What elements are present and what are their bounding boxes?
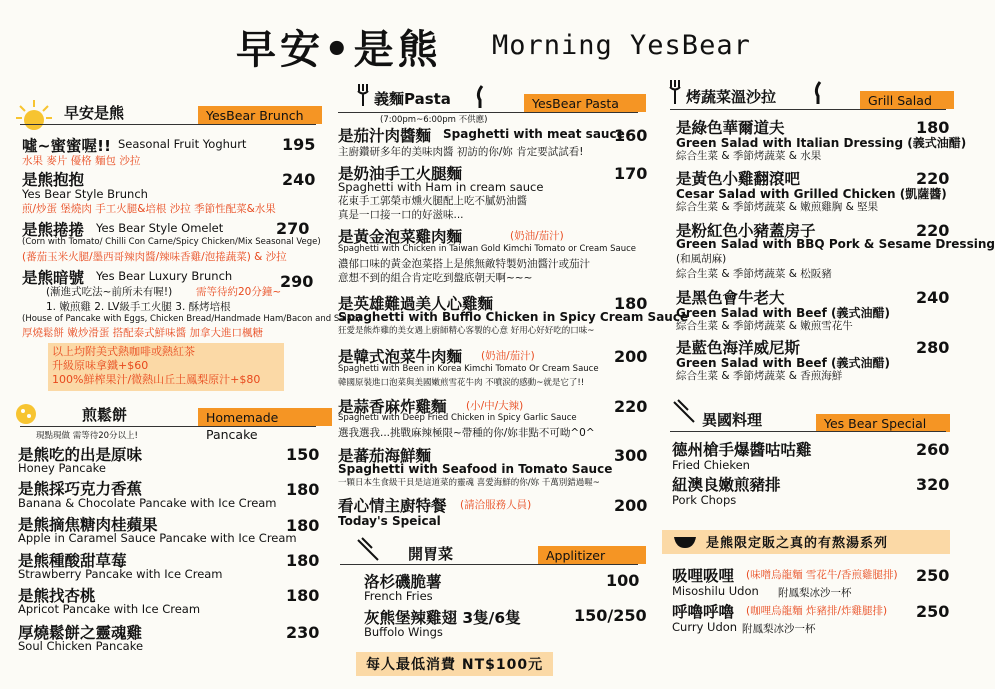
menu-title-en: Morning YesBear [492,30,751,61]
sun-icon [16,98,52,122]
pasta-item-name: 是蒜香麻炸雞麵 [338,398,447,416]
special-item-en: Pork Chops [672,493,737,507]
pasta-item-price: 170 [614,164,648,183]
brunch-item-en: Yes Bear Style Omelet [96,221,224,235]
special-item-en: Fried Chieken [672,458,750,472]
salad-item-en-extra: (和風胡麻) [676,253,727,265]
pancake-item-price: 230 [286,623,320,642]
pasta-item-name: 看心情主廚特餐 [338,497,447,515]
brunch-item-desc: 水果 麥片 優格 麵包 沙拉 [22,155,141,167]
brunch-item-price: 270 [276,219,310,238]
salad-item-en: Green Salad with Beef (義式油醋) [676,356,890,370]
pancake-item-name: 厚燒鬆餅之靈魂雞 [18,624,143,642]
pasta-item-price: 200 [614,347,648,366]
pasta-item-price: 180 [614,294,648,313]
udon-item-name: 呼嚕呼嚕 [672,603,735,621]
salad-item-en: Green Salad with Italian Dressing (義式油醋) [676,136,967,150]
pancake-item-name: 是熊找杏桃 [18,587,96,605]
pasta-item-option: (小/中/大辣) [466,400,524,412]
brunch-item-desc: 厚燒鬆餅 嫩炒滑蛋 搭配泰式鮮味醬 加拿大進口楓糖 [22,327,264,339]
brunch-item-name: 是熊抱抱 [22,171,85,189]
fork-icon [356,84,370,106]
brunch-item-wait: 需等待約20分鐘~ [196,286,282,298]
brunch-divider [20,124,316,125]
udon-item-price: 250 [916,602,950,621]
brunch-heading: 早安是熊 [64,104,125,122]
pasta-item-en: Spaghetti with Chicken in Taiwan Gold Kimchi Tomato or Cream Sauce [338,244,637,254]
brunch-item-price: 240 [282,170,316,189]
menu-title: 早安•是熊 [236,26,442,73]
appetizer-item-name: 洛杉磯脆薯 [364,573,442,591]
pasta-item-option: (請洽服務人員) [460,499,532,511]
pancake-item-price: 180 [286,586,320,605]
pasta-item-desc: 選我選我...挑戰麻辣極限~帶種的你/妳非點不可呦^0^ [338,427,595,439]
udon-item-name: 吸哩吸哩 [672,567,735,585]
brunch-item-en: Yes Bear Luxury Brunch [96,269,233,283]
salad-item-price: 220 [916,221,950,240]
fork-icon [672,400,696,422]
salad-item-en: Green Salad with Beef (義式油醋) [676,306,890,320]
pasta-item-en: Spaghetti with Been in Korea Kimchi Tomato Or Cream Sauce [338,364,599,374]
pasta-item-name: 是蕃茄海鮮麵 [338,447,432,465]
pasta-item-name: 是黃金泡菜雞肉麵 [338,228,463,246]
appetizer-item-name: 灰熊堡辣雞翅 3隻/6隻 [364,609,521,627]
salad-item-price: 240 [916,288,950,307]
pancake-item-en: Apricot Pancake with Ice Cream [18,602,201,616]
brunch-item-options-en: (House of Pancake with Eggs, Chicken Bread/Handmade Ham/Bacon and Salad) [22,314,361,324]
pancake-icon [14,402,38,426]
pasta-item-desc: 狂愛是熊炸雞的美女遇上廚師精心客製的心意 好用心好好吃的口味~ [338,326,595,336]
udon-item-option: (咖哩烏龍麵 炸豬排/炸雞腿排) [746,605,888,617]
pancake-item-en: Honey Pancake [18,461,106,475]
pasta-item-desc: 意想不到的組合肯定吃到盤底朝天啊~~~ [338,272,533,284]
appetizer-tag: Applitizer [538,546,646,564]
pasta-item-option: (奶油/茄汁) [481,350,535,362]
pancake-item-name: 是熊種酸甜草莓 [18,552,127,570]
pancake-item-name: 是熊採巧克力香蕉 [18,480,143,498]
pasta-item-en: Spaghetti with Seafood in Tomato Sauce [338,462,613,476]
pancake-item-name: 是熊摘焦糖肉桂蘋果 [18,516,158,534]
pasta-item-name: 是茄汁肉醬麵 [338,127,432,145]
brunch-item-price: 195 [282,135,316,154]
pasta-item-name: 是韓式泡菜牛肉麵 [338,348,463,366]
pancake-item-price: 150 [286,445,320,464]
salad-item-name: 是粉紅色小豬蓋房子 [676,222,816,240]
pancake-item-en: Strawberry Pancake with Ice Cream [18,567,223,581]
special-item-price: 260 [916,440,950,459]
minimum-charge-note: 每人最低消費 NT$100元 [356,652,553,676]
bowl-icon [672,531,698,549]
udon-item-price: 250 [916,566,950,585]
brunch-item-price: 290 [280,272,314,291]
brunch-item-name: 是熊暗號 [22,269,85,287]
udon-item-option: (味噌烏龍麵 雪花牛/香煎雞腿排) [746,569,898,581]
udon-item-en: Curry Udon [672,620,738,634]
pasta-heading: 義麵Pasta [374,90,451,108]
pasta-item-en: Spaghetti with meat sauce [443,127,625,141]
salad-item-name: 是藍色海洋威尼斯 [676,339,801,357]
pasta-item-en: Today's Speical [338,514,441,528]
pancake-item-price: 180 [286,551,320,570]
brunch-notes [48,343,284,391]
pasta-item-desc: 濃郁口味的黃金泡菜搭上是熊無敵特製奶油醬汁或茄汁 [338,258,590,270]
pasta-item-price: 220 [614,397,648,416]
special-divider [670,431,946,432]
salad-heading: 烤蔬菜溫沙拉 [686,88,777,106]
special-tag: Yes Bear Special [816,414,950,432]
pasta-item-price: 300 [614,446,648,465]
fork-icon [356,538,380,560]
pancake-item-name: 是熊吃的出是原味 [18,446,143,464]
special-item-name: 紐澳良嫩煎豬排 [672,476,781,494]
brunch-item-note: (漸進式吃法~前所未有喔!) [46,286,173,298]
salad-divider [670,109,946,110]
udon-heading: 是熊限定販之真的有熬湯系列 [706,536,889,551]
pancake-item-en: Soul Chicken Pancake [18,639,144,653]
pasta-item-desc: 主廚鑽研多年的美味肉醬 初訪的你/妳 肯定要試試看! [338,146,584,158]
salad-item-en: Cesar Salad with Grilled Chicken (凱薩醬) [676,187,947,201]
brunch-note: 以上均附美式熱咖啡或熱紅茶 [52,345,195,358]
appetizer-divider [340,564,638,565]
pasta-item-option: (奶油/茄汁) [510,230,564,242]
pasta-item-desc: 真是一口接一口的好滋味... [338,209,464,221]
appetizer-item-price: 100 [606,571,640,590]
salad-tag: Grill Salad [860,91,954,109]
salad-item-price: 180 [916,118,950,137]
salad-item-desc: 綜合生菜 & 季節烤蔬菜 & 嫩煎雞胸 & 堅果 [676,201,879,213]
brunch-item-options: 1. 嫩煎雞 2. LV級手工火腿 3. 酥烤培根 [46,301,231,313]
knife-icon [814,82,824,104]
appetizer-item-price: 150/250 [574,606,647,625]
special-item-price: 320 [916,475,950,494]
pancake-heading: 煎鬆餅 [82,406,128,424]
salad-item-desc: 綜合生菜 & 季節烤蔬菜 & 嫩煎雪花牛 [676,320,853,332]
appetizer-heading: 開胃菜 [408,545,454,563]
brunch-tag: YesBear Brunch [198,106,322,124]
pancake-item-price: 180 [286,480,320,499]
pancake-divider [20,426,316,427]
pasta-tag: YesBear Pasta [524,94,646,112]
udon-item-en: Misoshilu Udon [672,584,759,598]
brunch-item-desc: (蕃茄玉米火腿/墨西哥辣肉醬/辣味香雞/泡捲蔬菜) & 沙拉 [22,251,287,263]
special-heading: 異國料理 [702,411,763,429]
special-item-name: 德州槍手爆醬咕咕雞 [672,441,812,459]
pancake-item-en: Apple in Caramel Sauce Pancake with Ice Cream [18,531,297,545]
appetizer-item-en: Buffolo Wings [364,625,443,639]
pancake-item-price: 180 [286,516,320,535]
brunch-note: 升級原味拿鐵+$60 [52,359,149,372]
udon-item-side: 附鳳梨冰沙一杯 [778,587,852,599]
salad-item-desc: 綜合生菜 & 季節烤蔬菜 & 水果 [676,150,822,162]
knife-icon [476,86,486,108]
brunch-note: 100%鮮榨果汁/微熱山丘土鳳梨原汁+$80 [52,373,261,386]
salad-item-desc: 綜合生菜 & 季節烤蔬菜 & 香煎海鮮 [676,370,843,382]
salad-item-name: 是綠色華爾道夫 [676,119,785,137]
pasta-item-name: 是奶油手工火腿麵 [338,165,463,183]
pasta-item-price: 200 [614,496,648,515]
brunch-item-name: 噓~蜜蜜喔!! [22,137,112,155]
brunch-item-desc: 煎/炒蛋 堡燒肉 手工火腿&培根 沙拉 季節性配菜&水果 [22,203,276,215]
salad-item-name: 是黑色會牛老大 [676,289,785,307]
fork-icon [668,80,682,104]
pasta-item-en: Spaghetti with Bufflo Chicken in Spicy Cream Sauce [338,310,689,324]
salad-item-name: 是黃色小雞翻滾吧 [676,170,801,188]
brunch-item-en: Seasonal Fruit Yoghurt [118,137,247,151]
appetizer-item-en: French Fries [364,589,433,603]
pasta-item-price: 160 [614,126,648,145]
pasta-item-name: 是英雄難過美人心雞麵 [338,295,494,313]
pancake-item-en: Banana & Chocolate Pancake with Ice Cream [18,496,277,510]
pancake-tag: Homemade Pancake [198,408,332,426]
pasta-item-desc: 韓國原裝進口泡菜與美國嫩煎雪花牛肉 不噴涙的感動~就是它了!! [338,378,585,388]
salad-item-price: 220 [916,169,950,188]
salad-item-en: Green Salad with BBQ Pork & Sesame Dressing [676,237,995,251]
pasta-item-desc: 一顆日本生食級干貝是這道菜的靈魂 喜愛海鮮的你/妳 千萬別錯過喔~ [338,478,600,488]
udon-item-side: 附鳳梨冰沙一杯 [742,623,816,635]
brunch-item-name: 是熊捲捲 [22,221,85,239]
pancake-subtitle: 現點現做 需等待20分以上! [36,431,138,441]
pasta-item-desc: 花東手工郭榮市燻火腿配上吃不膩奶油醬 [338,195,527,207]
pasta-item-en: Spaghetti with Ham in cream sauce [338,180,544,194]
salad-item-price: 280 [916,338,950,357]
brunch-item-desc-en: (Corn with Tomato/ Chilli Con Carne/Spicy Chicken/Mix Seasonal Vege) [22,237,321,247]
pasta-hours: (7:00pm~6:00pm 不供應) [380,115,488,125]
salad-item-desc: 綜合生菜 & 季節烤蔬菜 & 松阪豬 [676,268,832,280]
brunch-item-en: Yes Bear Style Brunch [22,187,148,201]
pasta-item-en: Spaghetti with Deep Fried Chicken in Spicy Garlic Sauce [338,413,577,423]
